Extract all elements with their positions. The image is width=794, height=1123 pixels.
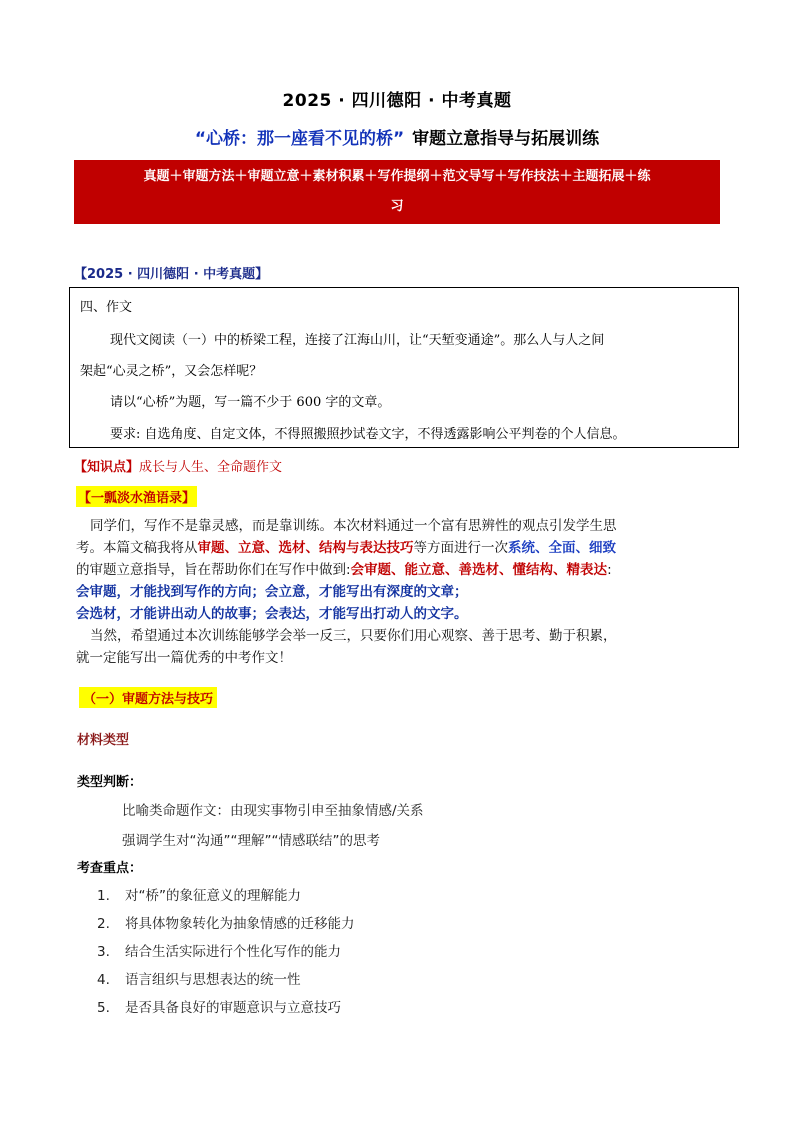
exam-heading: 【2025 · 四川德阳 · 中考真题】 <box>74 267 269 282</box>
list-item: 2. 将具体物象转化为抽象情感的迁移能力 <box>97 916 355 932</box>
quote-para-4: 会审题，才能找到写作的方向；会立意，才能写出有深度的文章； <box>76 584 468 600</box>
p3-text-c: : <box>607 562 612 578</box>
method-heading: （一）审题方法与技巧 <box>79 687 217 708</box>
quote-para-6: 当然，希望通过本次训练能够学会举一反三，只要你们用心观察、善于思考、勤于积累， <box>90 628 617 644</box>
focus-label: 考查重点： <box>77 861 143 876</box>
quote-para-7: 就一定能写出一篇优秀的中考作文！ <box>76 650 292 666</box>
quote-para-2 <box>76 536 616 556</box>
exam-section-label: 四、作文 <box>80 300 133 315</box>
type-item-1: 比喻类命题作文：由现实事物引申至抽象情感/关系 <box>122 803 424 819</box>
knowledge-text: 成长与人生、全命题作文 <box>139 460 283 475</box>
contents-banner <box>74 160 720 224</box>
list-item: 5. 是否具备良好的审题意识与立意技巧 <box>97 1000 341 1016</box>
type-judgement-label: 类型判断： <box>77 775 143 790</box>
list-item: 3. 结合生活实际进行个性化写作的能力 <box>97 944 341 960</box>
list-item: 4. 语言组织与思想表达的统一性 <box>97 972 301 988</box>
subtitle-quote: “心桥：那一座看不见的桥” <box>194 129 405 149</box>
knowledge-point <box>74 456 282 475</box>
list-item: 1. 对“桥”的象征意义的理解能力 <box>97 888 301 904</box>
quote-para-3 <box>76 558 612 578</box>
quote-para-1: 同学们，写作不是靠灵感，而是靠训练。本次材料通过一个富有思辨性的观点引发学生思 <box>90 518 617 534</box>
p3-text-a: 的审题立意指导，旨在帮助你们在写作中做到: <box>76 562 351 578</box>
material-type-heading: 材料类型 <box>77 733 130 748</box>
quote-section-title: 【一瓢淡水渔语录】 <box>76 486 197 507</box>
exam-line-4: 要求: 自选角度、自定文体，不得照搬照抄试卷文字，不得透露影响公平判卷的个人信息。 <box>110 427 626 442</box>
knowledge-label: 【知识点】 <box>74 460 140 475</box>
type-item-2: 强调学生对“沟通”“理解”“情感联结”的思考 <box>122 833 380 849</box>
focus-list <box>97 884 355 1024</box>
subtitle-rest: 审题立意指导与拓展训练 <box>412 129 600 149</box>
doc-title: 2025 · 四川德阳 · 中考真题 <box>282 91 512 111</box>
p2-text-c: 等方面进行一次 <box>413 540 508 556</box>
doc-subtitle <box>0 124 794 149</box>
exam-question-box <box>69 287 739 448</box>
p2-highlight-red: 审题、立意、选材、结构与表达技巧 <box>197 540 414 556</box>
banner-line-1: 真题＋审题方法＋审题立意＋素材积累＋写作提纲＋范文导写＋写作技法＋主题拓展＋练 <box>143 169 651 184</box>
exam-line-1: 现代文阅读（一）中的桥梁工程，连接了江海山川，让“天堑变通途”。那么人与人之间 <box>110 333 605 348</box>
exam-line-2: 架起“心灵之桥”，又会怎样呢？ <box>80 364 263 379</box>
exam-line-3: 请以“心桥”为题，写一篇不少于 600 字的文章。 <box>110 395 391 410</box>
p2-text-a: 考。本篇文稿我将从 <box>76 540 198 556</box>
quote-para-5: 会选材，才能讲出动人的故事；会表达，才能写出打动人的文字。 <box>76 606 468 622</box>
p3-highlight-red: 会审题、能立意、善选材、懂结构、精表达 <box>350 562 608 578</box>
p2-highlight-blue: 系统、全面、细致 <box>508 540 616 556</box>
banner-line-2: 习 <box>390 199 404 214</box>
